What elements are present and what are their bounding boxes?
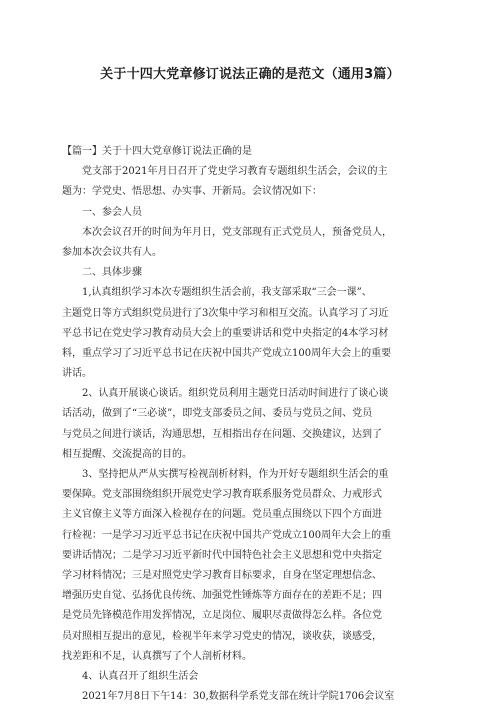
paragraph-line: 党支部于2021年月日召开了党史学习教育专题组织生活会，会议的主 [82, 166, 388, 178]
paragraph-line: 2021年7月8日下午14：30,数据科学系党支部在统计学院1706会议室 [82, 691, 395, 703]
paragraph-line: 参加本次会议共有人。 [62, 246, 162, 258]
paragraph-line: 与党员之间进行谈话，沟通思想，互相指出存在问题、交换建议，达到了 [62, 428, 382, 440]
paragraph-line: 主义官僚主义等方面深入检视存在的问题。党员重点围绕以下四个方面进 [62, 509, 382, 521]
paragraph-line: 话活动，做到了“三必谈”，即党支部委员之间、委员与党员之间、党员 [62, 408, 373, 420]
paragraph-line: 题为：学党史、悟思想、办实事、开新局。会议情况如下： [62, 186, 322, 198]
paragraph-line: 讲话。 [62, 368, 92, 380]
paragraph-line: 要保障。党支部围绕组织开展党史学习教育联系服务党员群众、力戒形式 [62, 489, 382, 501]
paragraph-line: 要讲话情况；二是学习习近平新时代中国特色社会主义思想和党中央指定 [62, 549, 382, 561]
paragraph-line: 二、具体步骤 [82, 267, 142, 279]
paragraph-line: 是党员先锋模范作用发挥情况，立足岗位、履职尽责做得怎么样。各位党 [62, 610, 382, 622]
paragraph-line: 料，重点学习了习近平总书记在庆祝中国共产党成立100周年大会上的重要 [62, 347, 392, 359]
document-body [62, 142, 440, 707]
paragraph-line: 员对照相互提出的意见，检视半年来学习党史的情况，谈收获，谈感受， [62, 630, 382, 642]
paragraph-line: 行检视：一是学习习近平总书记在庆祝中国共产党成立100周年大会上的重 [62, 529, 392, 541]
paragraph-line: 找差距和不足，认真撰写了个人剖析材料。 [62, 650, 252, 662]
paragraph-line: 平总书记在党史学习教育动员大会上的重要讲话和党中央指定的4本学习材 [62, 327, 389, 339]
paragraph-line: 学习材料情况；三是对照党史学习教育目标要求，自身在坚定理想信念、 [62, 569, 382, 581]
paragraph-line: 3、坚持把从严从实撰写检视剖析材料，作为开好专题组织生活会的重 [82, 469, 389, 480]
paragraph-line: 2、认真开展谈心谈话。组织党员利用主题党日活动时间进行了谈心谈 [82, 388, 389, 400]
paragraph-line: 相互提醒、交流提高的目的。 [62, 448, 192, 460]
document-title: 关于十四大党章修订说法正确的是范文（通用3篇） [100, 67, 400, 82]
paragraph-line: 4、认真召开了组织生活会 [82, 670, 199, 682]
paragraph-line: 本次会议召开的时间为年月日，党支部现有正式党员人，预备党员人， [82, 226, 392, 238]
paragraph-line: 增强历史自觉、弘扬优良传统、加强党性锤炼等方面存在的差距不足；四 [62, 590, 382, 602]
paragraph-line: 主题党日等方式组织党员进行了3次集中学习和相互交流。认真学习了习近 [62, 307, 389, 319]
paragraph-line: 一、参会人员 [82, 206, 142, 218]
paragraph-line: 【篇一】关于十四大党章修订说法正确的是 [62, 146, 252, 157]
paragraph-line: 1,认真组织学习本次专题组织生活会前，我支部采取“三会一课”、 [82, 287, 372, 299]
